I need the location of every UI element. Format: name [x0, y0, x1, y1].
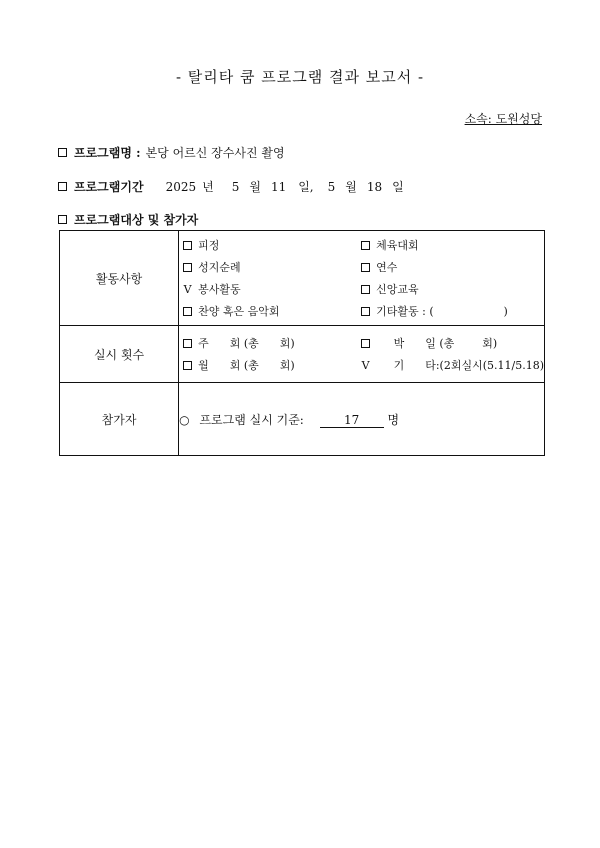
circle-icon: ○: [179, 412, 190, 427]
activity-option-label: 연수: [376, 261, 398, 274]
program-name-value: 본당 어르신 장수사진 촬영: [145, 146, 285, 160]
program-name-line: [58, 144, 285, 161]
end-month: 5: [327, 179, 336, 194]
checkbox-icon: [361, 285, 370, 294]
participants-cell: [179, 383, 545, 456]
end-day: 18: [366, 179, 383, 194]
checkbox-icon: [58, 148, 67, 157]
frequency-option: [361, 357, 544, 373]
activity-option: [361, 237, 544, 253]
page-title: - 탈리타 쿰 프로그램 결과 보고서 -: [175, 68, 425, 86]
affiliation: 소속: 도원성당: [464, 112, 542, 126]
activity-option: [183, 237, 361, 253]
activity-option: [361, 303, 544, 319]
checkbox-icon: [361, 263, 370, 272]
target-section-label: 프로그램대상 및 참가자: [74, 213, 199, 227]
start-month: 5: [231, 179, 240, 194]
checkbox-icon: [361, 241, 370, 250]
checkbox-icon: [361, 307, 370, 316]
frequency-options: [179, 327, 544, 381]
day-unit: 일,: [298, 180, 314, 194]
check-mark: V: [361, 358, 370, 372]
activity-option-label: 체육대회: [376, 239, 419, 252]
checkbox-icon: [58, 182, 67, 191]
participants-label: 프로그램 실시 기준:: [199, 412, 304, 427]
activity-option-label: 성지순례: [198, 261, 241, 274]
frequency-option-label: 월 회 (총 회): [198, 359, 295, 372]
activity-option: [183, 281, 361, 297]
start-day: 11: [270, 179, 287, 194]
checkbox-icon: [183, 241, 192, 250]
frequency-option: [183, 357, 361, 373]
frequency-option-label: 주 회 (총 회): [198, 337, 295, 350]
frequency-row: [60, 326, 545, 383]
checkbox-icon: [183, 307, 192, 316]
checkbox-icon: [183, 263, 192, 272]
activities-row: [60, 231, 545, 326]
activity-option: [183, 303, 361, 319]
frequency-header: 실시 횟수: [60, 326, 179, 383]
year-value: 2025: [165, 179, 197, 194]
frequency-option-label: 박 일 (총 회): [376, 337, 498, 350]
participants-unit: 명: [387, 412, 400, 427]
month-unit: 월: [249, 180, 261, 194]
program-period-line: [58, 178, 404, 195]
frequency-option: [183, 335, 361, 351]
program-name-label: 프로그램명 :: [74, 146, 141, 160]
activity-option-label: 봉사활동: [198, 283, 241, 296]
activity-option: [183, 259, 361, 275]
checkbox-icon: [58, 215, 67, 224]
activity-option: [361, 281, 544, 297]
activity-option-label: 찬양 혹은 음악회: [198, 305, 280, 318]
activities-header: 활동사항: [60, 231, 179, 326]
activity-options: [179, 231, 544, 325]
participants-row: [60, 383, 545, 456]
activity-option-label: 기타활동 : ( ): [376, 305, 508, 318]
target-section-line: [58, 211, 198, 228]
checkbox-icon: [361, 339, 370, 348]
participants-count: 17: [320, 413, 384, 428]
checkbox-icon: [183, 361, 192, 370]
day-unit: 일: [392, 180, 404, 194]
participants-header: 참가자: [60, 383, 179, 456]
checkbox-icon: [183, 339, 192, 348]
year-unit: 년: [202, 180, 214, 194]
frequency-option: [361, 335, 544, 351]
activity-option: [361, 259, 544, 275]
check-mark: V: [183, 282, 192, 296]
activity-option-label: 신앙교육: [376, 283, 419, 296]
activity-option-label: 피정: [198, 239, 220, 252]
month-unit: 월: [345, 180, 357, 194]
program-period-label: 프로그램기간: [74, 180, 144, 194]
frequency-option-label: 기 타:(2회실시(5.11/5.18): [376, 359, 544, 372]
report-table: [59, 230, 545, 456]
